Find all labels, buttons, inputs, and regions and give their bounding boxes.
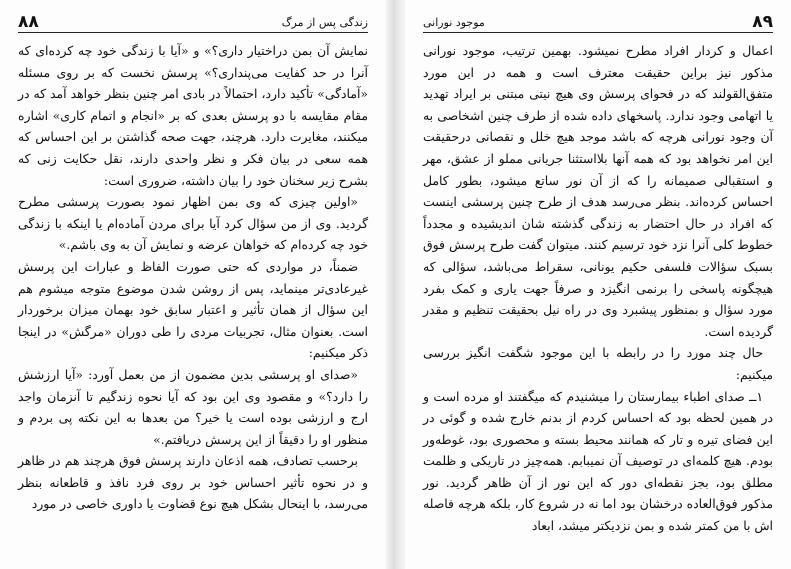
left-paragraph-1: نمایش آن بمن دراختیار داری؟» و «آیا با زندگی خود چه کرده‌ای که آنرا در حد کفایت می‌پنداری؟» پرسش نخست که بر روی مسئله «آمادگی» تأکید دارد، احتمالاً در بادی امر چنین بنظر خواهد آمد که در مقام مقایسه با دو پرسش بعدی که بر «انجام و اتمام کاری» اشاره میکنند، مغایرت دارد. هرچند، جهت صحه گذاشتن بر این احساس که همه سعی در بیان فکر و نظر واحدی دارند، نقل حکایت زنی که بشرح زیر سخنان خود را بیان داشته، ضروری است: [18, 43, 368, 188]
left-page-body [18, 40, 368, 565]
right-paragraph-3: ۱ــ صدای اطباء بیمارستان را میشنیدم که میگفتند او مرده است و در همین لحظه بود که احساس کردم از بدنم خارج شده و گوئی در این فضای تیره و تار که همانند محیط بسته و محصوری بود، غوطه‌ور بودم. هیچ کلمه‌ای در توصیف آن نمیبابم. همه‌چیز در تاریکی و ظلمت مطلق بود، بجز نقطه‌ای دور که این نور از آن ظاهر گردید. نور مذکور فوق‌العاده درخشان بود اما نه در شروع کار، بلکه هرچه فاصله اش با من کمتر شده و بمن نزدیکتر میشد، ابعاد [423, 388, 773, 534]
left-page [0, 0, 386, 569]
right-page-number: ۸۹ [752, 12, 773, 32]
left-page-number: ۸۸ [18, 12, 39, 32]
left-paragraph-5: برحسب تصادف، همه اذعان دارند پرسش فوق هرچند هم در ظاهر و در نحوه تأثیر احساس خود بر روی فرد نافذ و قاطعانه بنظر می‌رسد، با اینحال بشکل هیچ نوع قضاوت یا داوری خاصی در مورد [18, 453, 368, 512]
right-page-body [423, 40, 773, 565]
right-running-title: موجود نورانی [423, 15, 485, 29]
right-paragraph-2: حال چند مورد را در رابطه با این موجود شگفت انگیز بررسی میکنیم: [423, 345, 773, 382]
left-paragraph-2: «اولین چیزی که وی بمن اظهار نمود بصورت پرسشی مطرح گردید. وی از من سؤال کرد آیا برای مردن آماده‌ام یا اینکه با زندگی خود چه کرده‌ام که خواهان عرضه و نمایش آن به وی باشم.» [18, 194, 368, 253]
right-paragraph-1: اعمال و کردار افراد مطرح نمیشود. بهمین ترتیب، موجود نورانی مذکور نیز براین حقیقت معترف است و همه در این مورد متفق‌القولند که در فحوای پرسش وی هیچ نیتی مبتنی بر ایراد تهدید یا اتهامی وجود ندارد. پاسخهای داده شده از طرف چنین اشخاصی به آن وجود نورانی هرچه که باشد موجد هیچ خلل و نقصانی درحقیقت این امر نخواهد بود که همه آنها بلااستثنا جریانی مملو از عشق، مهر و استقبالی صمیمانه را که از آن نور ساتع میشود، بطور کامل احساس کرده‌اند. بنظر می‌رسد هدف از طرح چنین پرسشی اینست که افراد در حال احتضار به زندگی گذشته شان اندیشیده و مجدداً خطوط کلی آنرا نزد خود ترسیم کنند. میتوان گفت طرح پرسش فوق بسبک سؤالات فلسفی حکیم یونانی، سقراط می‌باشد، سؤالی که هیچگونه پاسخی را برنمی انگیزد و صرفاً جهت یاری و کمک بفرد مورد سؤال و بمنظور پیشبرد وی در راه نیل بحقیقت تنظیم و مقدر گردیده است. [423, 43, 773, 339]
left-paragraph-3: ضمناً، در مواردی که حتی صورت الفاظ و عبارات این پرسش غیرعادی‌تر مینماید، پس از روشن شدن موضوع متوجه میشوم هم این سؤال از همان تأثیر و اعتبار سابق خود بهمان میزان برخوردار است. بعنوان مثال، تجربیات مردی را طی دوران «مرگش» در اینجا ذکر میکنیم: [18, 258, 368, 361]
right-page-header [423, 12, 773, 33]
right-page [405, 0, 791, 569]
left-running-title: زندگی پس از مرگ [281, 15, 368, 29]
left-page-header [18, 12, 368, 33]
left-paragraph-4: «صدای او پرسشی بدین مضمون از من بعمل آورد: «آیا ارزشش را دارد؟» و مقصود وی این بود که آیا نحوه زندگیم تا آنزمان واجد ارج و ارزشی بوده است یا خیر؟ من بعدها به این نکته پی بردم و منظور او را دقیقاً از این پرسش دریافتم.» [18, 366, 368, 447]
book-gutter [386, 0, 405, 569]
